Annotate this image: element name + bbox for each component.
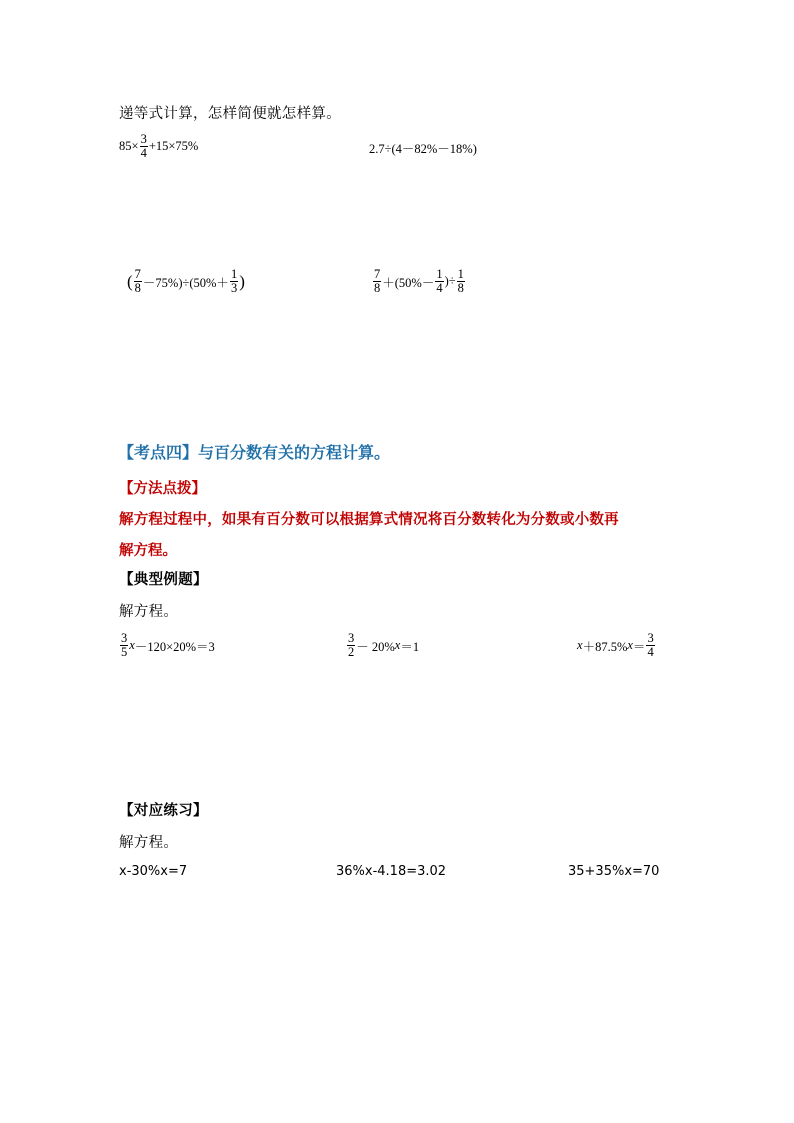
fraction-numerator: 7 xyxy=(134,267,141,281)
fraction xyxy=(140,133,148,160)
calc-problem-1-part-b: +15×75% xyxy=(148,139,199,153)
example-prompt: 解方程。 xyxy=(119,604,179,620)
fraction-numerator: 1 xyxy=(457,267,464,281)
section-title: 【考点四】与百分数有关的方程计算。 xyxy=(118,443,391,462)
fraction-denominator: 3 xyxy=(230,281,238,295)
fraction-denominator: 4 xyxy=(140,146,147,160)
example-heading: 【典型例题】 xyxy=(119,572,208,588)
fraction-denominator: 8 xyxy=(374,281,381,295)
fraction-denominator: 4 xyxy=(436,281,443,295)
fraction-numerator: 1 xyxy=(436,267,443,281)
fraction xyxy=(347,632,355,659)
fraction-denominator: 4 xyxy=(647,645,654,659)
equation-middle: ＋87.5% xyxy=(582,639,628,654)
example-equation-1 xyxy=(119,632,215,659)
fraction-denominator: 8 xyxy=(134,281,141,295)
method-text-line-1: 解方程过程中，如果有百分数可以根据算式情况将百分数转化为分数或小数再 xyxy=(119,512,619,528)
practice-equation-3: 35+35%x=70 xyxy=(568,864,660,879)
example-equation-3 xyxy=(577,632,656,659)
variable: x xyxy=(627,638,633,652)
calc-problem-3 xyxy=(127,268,245,295)
intro-instruction: 递等式计算，怎样简便就怎样算。 xyxy=(119,106,341,122)
practice-equation-2: 36%x-4.18=3.02 xyxy=(336,864,447,879)
calc-problem-4-middle-2: )÷ xyxy=(444,274,456,288)
calc-problem-2-text: 2.7÷(4－82%－18%) xyxy=(369,142,477,156)
fraction-numerator: 3 xyxy=(647,631,654,645)
equation-middle: － 20% xyxy=(356,639,395,654)
fraction xyxy=(134,268,142,295)
variable: x xyxy=(394,638,401,652)
calc-problem-3-middle: －75%)÷(50%＋ xyxy=(142,275,229,290)
practice-heading: 【对应练习】 xyxy=(119,803,208,819)
fraction xyxy=(457,268,465,295)
calc-problem-4 xyxy=(372,268,466,295)
equation-rest: ＝1 xyxy=(400,639,420,654)
calc-problem-4-middle: ＋(50%－ xyxy=(382,275,435,290)
left-paren: ( xyxy=(127,272,133,291)
example-equation-2 xyxy=(346,632,419,659)
method-text-line-2: 解方程。 xyxy=(119,543,177,559)
fraction-denominator: 2 xyxy=(348,645,355,659)
fraction xyxy=(230,268,238,295)
fraction xyxy=(120,632,128,659)
calc-problem-2 xyxy=(369,139,477,157)
practice-equation-1: x-30%x=7 xyxy=(119,864,188,879)
variable: x xyxy=(129,638,135,652)
calc-problem-1-part-a: 85× xyxy=(119,139,139,153)
fraction-numerator: 1 xyxy=(230,267,238,281)
fraction-numerator: 7 xyxy=(374,267,381,281)
equation-rest: －120×20%＝3 xyxy=(134,639,215,654)
equals-sign: ＝ xyxy=(632,639,646,654)
variable: x xyxy=(577,638,583,652)
fraction-numerator: 3 xyxy=(121,631,128,645)
practice-prompt: 解方程。 xyxy=(119,835,179,851)
fraction-denominator: 8 xyxy=(457,281,464,295)
right-paren: ) xyxy=(239,272,245,291)
calc-problem-1 xyxy=(119,133,198,160)
fraction-denominator: 5 xyxy=(121,645,128,659)
fraction xyxy=(373,268,381,295)
fraction-numerator: 3 xyxy=(140,132,147,146)
fraction-numerator: 3 xyxy=(348,631,355,645)
fraction xyxy=(435,268,443,295)
fraction xyxy=(646,632,654,659)
method-heading: 【方法点拨】 xyxy=(119,481,206,497)
